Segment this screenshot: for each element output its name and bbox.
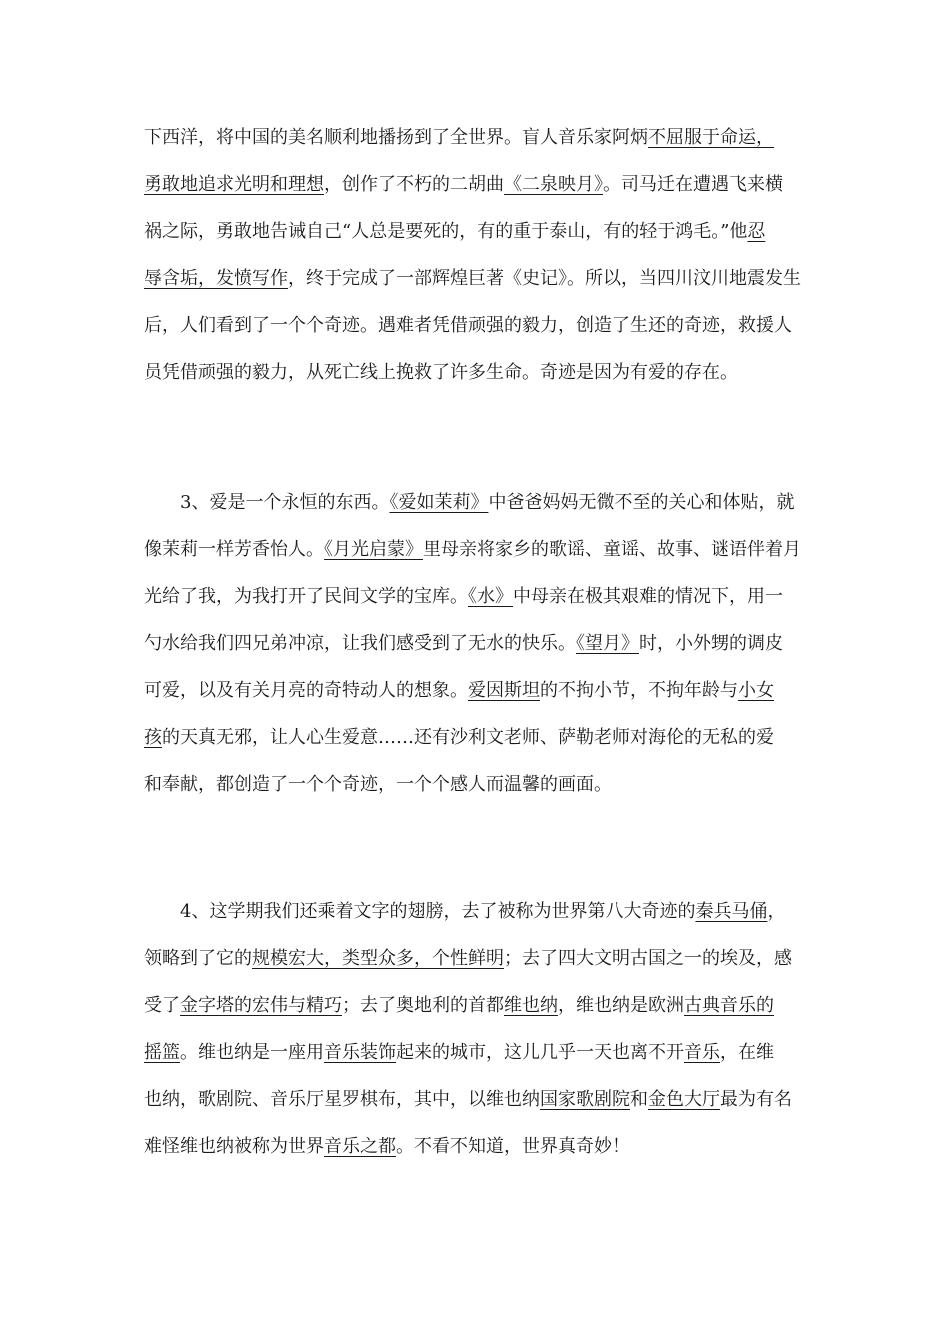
text-line <box>144 620 808 667</box>
text-line <box>144 667 808 714</box>
text-run: ，在维 <box>720 1042 774 1063</box>
text-line <box>144 349 808 396</box>
underlined-phrase: 《水》 <box>468 586 513 607</box>
underlined-phrase: 《爱如茉莉》 <box>389 492 489 513</box>
text-run: ， <box>767 901 786 922</box>
text-run: 。司马迁在遭遇飞来横 <box>603 174 783 195</box>
text-run: 中母亲在极其艰难的情况下，用一 <box>513 586 783 607</box>
underlined-phrase: 辱含垢，发愤写作 <box>144 268 288 289</box>
text-line <box>144 573 808 620</box>
underlined-phrase: 音乐 <box>684 1042 720 1063</box>
paragraph-love-miracles <box>144 479 808 808</box>
text-run: 勺水给我们四兄弟冲凉，让我们感受到了无水的快乐。 <box>144 633 576 654</box>
text-run: 领略到了它的 <box>144 948 252 969</box>
text-run: 员凭借顽强的毅力，从死亡线上挽救了许多生命。奇迹是因为有爱的存在。 <box>144 362 738 383</box>
text-line <box>144 526 808 573</box>
text-run: 时，小外甥的调皮 <box>639 633 783 654</box>
text-run: 后，人们看到了一个个奇迹。遇难者凭借顽强的毅力，创造了生还的奇迹，救援人 <box>144 315 792 336</box>
text-run: 。不看不知道，世界真奇妙！ <box>396 1136 630 1157</box>
text-line <box>144 1123 808 1170</box>
text-run: 像茉莉一样芳香怡人。 <box>144 539 324 560</box>
text-line <box>144 302 808 349</box>
text-run: 的天真无邪，让人心生爱意……还有沙利文老师、萨勒老师对海伦的无私的爱 <box>162 727 774 748</box>
text-run: 。维也纳是一座用 <box>180 1042 324 1063</box>
underlined-phrase: 忍 <box>747 221 766 242</box>
paragraph-hero-stories <box>144 114 808 396</box>
underlined-phrase: 摇篮 <box>144 1042 180 1063</box>
underlined-phrase: 国家歌剧院 <box>540 1089 630 1110</box>
text-run: 3、爱是一个永恒的东西。 <box>144 492 390 513</box>
text-run: 的不拘小节，不拘年龄与 <box>540 680 738 701</box>
text-run: ；去了奥地利的首都 <box>342 995 504 1016</box>
underlined-phrase: 爱因斯坦 <box>468 680 540 701</box>
underlined-phrase: 音乐之都 <box>324 1136 396 1157</box>
text-run: 里母亲将家乡的歌谣、童谣、故事、谜语伴着月 <box>423 539 801 560</box>
underlined-phrase: 小女 <box>738 680 774 701</box>
text-line <box>144 1076 808 1123</box>
underlined-phrase: 秦兵马俑 <box>695 901 768 922</box>
text-run: ，终于完成了一部辉煌巨著《史记》。所以，当四川汶川地震发生 <box>288 268 801 289</box>
text-run: 难怪维也纳被称为世界 <box>144 1136 324 1157</box>
text-run: ，维也纳是欧洲 <box>558 995 684 1016</box>
text-line <box>144 1029 808 1076</box>
text-line <box>144 761 808 808</box>
underlined-phrase: 《二泉映月》 <box>504 174 603 195</box>
underlined-phrase: 《月光启蒙》 <box>324 539 423 560</box>
text-run: 最为有名 <box>720 1089 792 1110</box>
text-line <box>144 161 808 208</box>
text-line <box>144 888 808 935</box>
text-run: ，创作了不朽的二胡曲 <box>324 174 504 195</box>
text-run: 下西洋，将中国的美名顺利地播扬到了全世界。盲人音乐家阿炳 <box>144 127 648 148</box>
underlined-phrase: 金色大厅 <box>648 1089 720 1110</box>
text-run: 也纳，歌剧院、音乐厅星罗棋布，其中，以维也纳 <box>144 1089 540 1110</box>
underlined-phrase: 勇敢地追求光明和理想 <box>144 174 324 195</box>
underlined-phrase: 维也纳 <box>504 995 558 1016</box>
text-line <box>144 479 808 526</box>
text-line <box>144 114 808 161</box>
text-run: 和奉献，都创造了一个个奇迹，一个个感人而温馨的画面。 <box>144 774 612 795</box>
text-line <box>144 982 808 1029</box>
text-run: 祸之际，勇敢地告诫自己“人总是要死的，有的重于泰山，有的轻于鸿毛。”他 <box>144 221 748 242</box>
text-line <box>144 208 808 255</box>
text-run: 4、这学期我们还乘着文字的翅膀，去了被称为世界第八大奇迹的 <box>144 901 696 922</box>
text-run: 和 <box>630 1089 648 1110</box>
text-run: 中爸爸妈妈无微不至的关心和体贴，就 <box>488 492 795 513</box>
underlined-phrase: 不屈服于命运， <box>648 127 774 148</box>
text-run: 可爱，以及有关月亮的奇特动人的想象。 <box>144 680 468 701</box>
underlined-phrase: 金字塔的宏伟与精巧 <box>180 995 342 1016</box>
text-run: 受了 <box>144 995 180 1016</box>
text-run: ；去了四大文明古国之一的埃及，感 <box>504 948 792 969</box>
underlined-phrase: 古典音乐的 <box>684 995 774 1016</box>
text-line <box>144 255 808 302</box>
text-line <box>144 935 808 982</box>
paragraph-world-wonders <box>144 888 808 1170</box>
underlined-phrase: 音乐装饰 <box>324 1042 396 1063</box>
text-run: 起来的城市，这儿几乎一天也离不开 <box>396 1042 684 1063</box>
text-run: 光给了我，为我打开了民间文学的宝库。 <box>144 586 468 607</box>
text-line <box>144 714 808 761</box>
underlined-phrase: 规模宏大，类型众多，个性鲜明 <box>252 948 504 969</box>
underlined-phrase: 孩 <box>144 727 162 748</box>
underlined-phrase: 《望月》 <box>576 633 639 654</box>
